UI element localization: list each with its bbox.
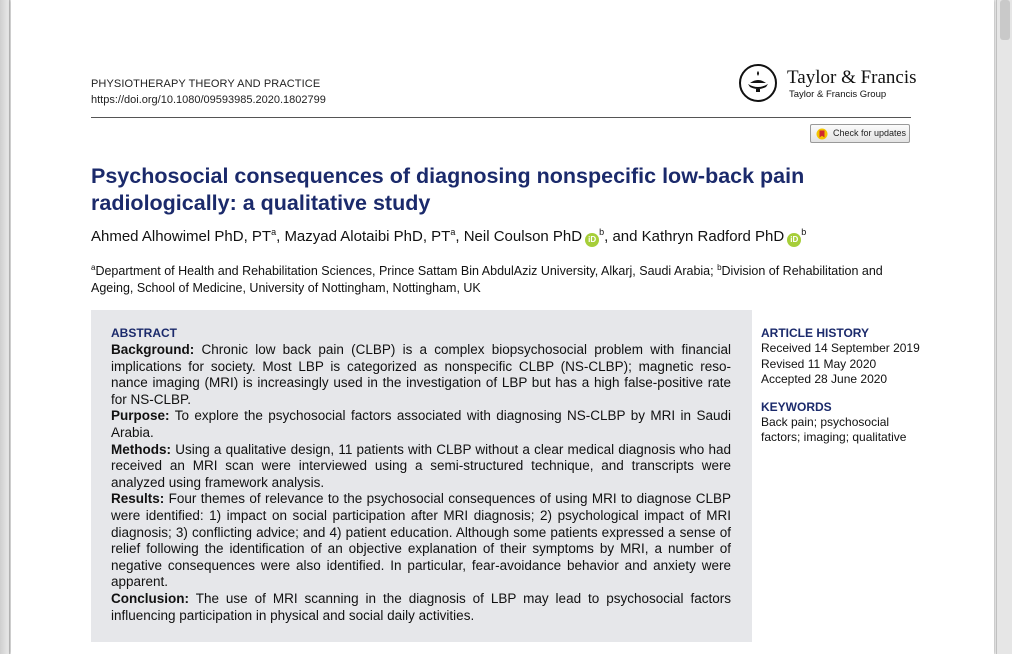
keywords-line: Back pain; psychosocial	[761, 414, 890, 429]
section-label: Results:	[111, 491, 165, 507]
abstract-section-methods	[111, 442, 731, 492]
section-text: Chronic low back pain (CLBP) is a complex biopsychosocial problem with financial implications for society. Most LBP is categorized as nonspecific CLBP (NS-CLBP); magnetic reso-nance imaging (MRI) is increasingly used in the investigation of LBP but has a high false-positive rate for NS-CLBP.	[111, 342, 731, 407]
abstract-section-background	[111, 342, 731, 408]
abstract-section-conclusion	[111, 591, 731, 624]
author-name: Ahmed Alhowimel PhD, PT	[91, 228, 272, 245]
section-label: Methods:	[111, 441, 171, 457]
revised-date: Revised 11 May 2020	[761, 356, 877, 371]
section-text: Four themes of relevance to the psychosocial consequences of using MRI to diagnose CLBP were identified: 1) impact on social participation after MRI diagnosis; 2) psychological impact of MRI diagnosis; 3) conflicting advice; and 4) patient education. Although some patients expressed a sense of relief following the identification of an objective explanation of their symptoms by MRI, a number of negative consequences were also identified. In particular, fear-avoidance behavior and anxiety were apparent.	[111, 491, 731, 590]
author-affiliation-mark: a	[450, 227, 456, 237]
abstract-body	[111, 342, 731, 624]
author-affiliation-mark: b	[801, 227, 807, 237]
author-affiliation-mark: a	[271, 227, 277, 237]
affiliation-b: Division of Rehabilitation and Ageing, School of Medicine, University of Nottingham, Nottingham, UK	[91, 264, 883, 296]
section-text: The use of MRI scanning in the diagnosis of LBP may lead to psychosocial factors influencing participation in physical and social daily activities.	[111, 590, 731, 623]
section-label: Background:	[111, 342, 195, 357]
author-separator: ,	[455, 228, 464, 245]
vertical-scrollbar[interactable]	[996, 0, 1012, 654]
oil-lamp-icon	[739, 64, 777, 102]
abstract-section-purpose	[111, 408, 731, 441]
viewer-left-margin	[0, 0, 10, 654]
affiliation-mark: b	[717, 263, 722, 272]
author-separator: ,	[276, 228, 285, 245]
author-name: Kathryn Radford PhD	[641, 228, 785, 245]
author-name: Neil Coulson PhD	[463, 228, 583, 245]
scrollbar-thumb[interactable]	[1000, 0, 1010, 40]
doi-link[interactable]: https://doi.org/10.1080/09593985.2020.1802799	[91, 94, 326, 106]
keywords-block	[761, 400, 921, 446]
article-history-heading: ARTICLE HISTORY	[761, 326, 870, 340]
section-text: Using a qualitative design, 11 patients with CLBP without a clear medical diagnosis who had received an MRI scan were interviewed using a semi-structured technique, and transcripts were analyzed using framework analysis.	[111, 441, 731, 490]
publisher-name: Taylor & Francis	[787, 67, 917, 88]
affiliation-a: Department of Health and Rehabilitation Sciences, Prince Sattam Bin AbdulAziz University, Alkarj, Saudi Arabia;	[95, 264, 718, 279]
journal-name: PHYSIOTHERAPY THEORY AND PRACTICE	[91, 78, 321, 90]
author-separator: , and	[604, 228, 642, 245]
section-label: Purpose:	[111, 408, 170, 424]
abstract-heading: ABSTRACT	[111, 326, 177, 340]
author-name: Mazyad Alotaibi PhD, PT	[284, 228, 451, 245]
publisher-logo	[739, 64, 917, 106]
pdf-page	[11, 0, 994, 654]
affiliation-mark: a	[91, 263, 96, 272]
article-sidebar	[761, 326, 921, 446]
check-for-updates-label: Check for updates	[833, 128, 907, 138]
abstract-section-results	[111, 491, 731, 591]
author-affiliation-mark: b	[599, 227, 605, 237]
section-text: To explore the psychosocial factors associated with diagnosing NS-CLBP by MRI in Saudi Arabia.	[111, 408, 731, 440]
crossmark-icon	[816, 128, 828, 140]
orcid-icon[interactable]: iD	[787, 233, 801, 247]
article-title: Psychosocial consequences of diagnosing nonspecific low-back pain radiologically: a qualitative study	[91, 164, 805, 215]
check-for-updates-button[interactable]	[810, 124, 910, 143]
author-list	[91, 227, 806, 247]
abstract-box	[91, 310, 752, 642]
received-date: Received 14 September 2019	[761, 341, 920, 355]
affiliations	[91, 259, 913, 297]
orcid-icon[interactable]: iD	[585, 233, 599, 247]
publisher-group: Taylor & Francis Group	[789, 89, 887, 100]
keywords-heading: KEYWORDS	[761, 399, 832, 414]
keywords-line: factors; imaging; qualitative	[761, 430, 907, 444]
accepted-date: Accepted 28 June 2020	[761, 372, 888, 386]
section-label: Conclusion:	[111, 590, 189, 606]
header-divider	[91, 117, 911, 118]
